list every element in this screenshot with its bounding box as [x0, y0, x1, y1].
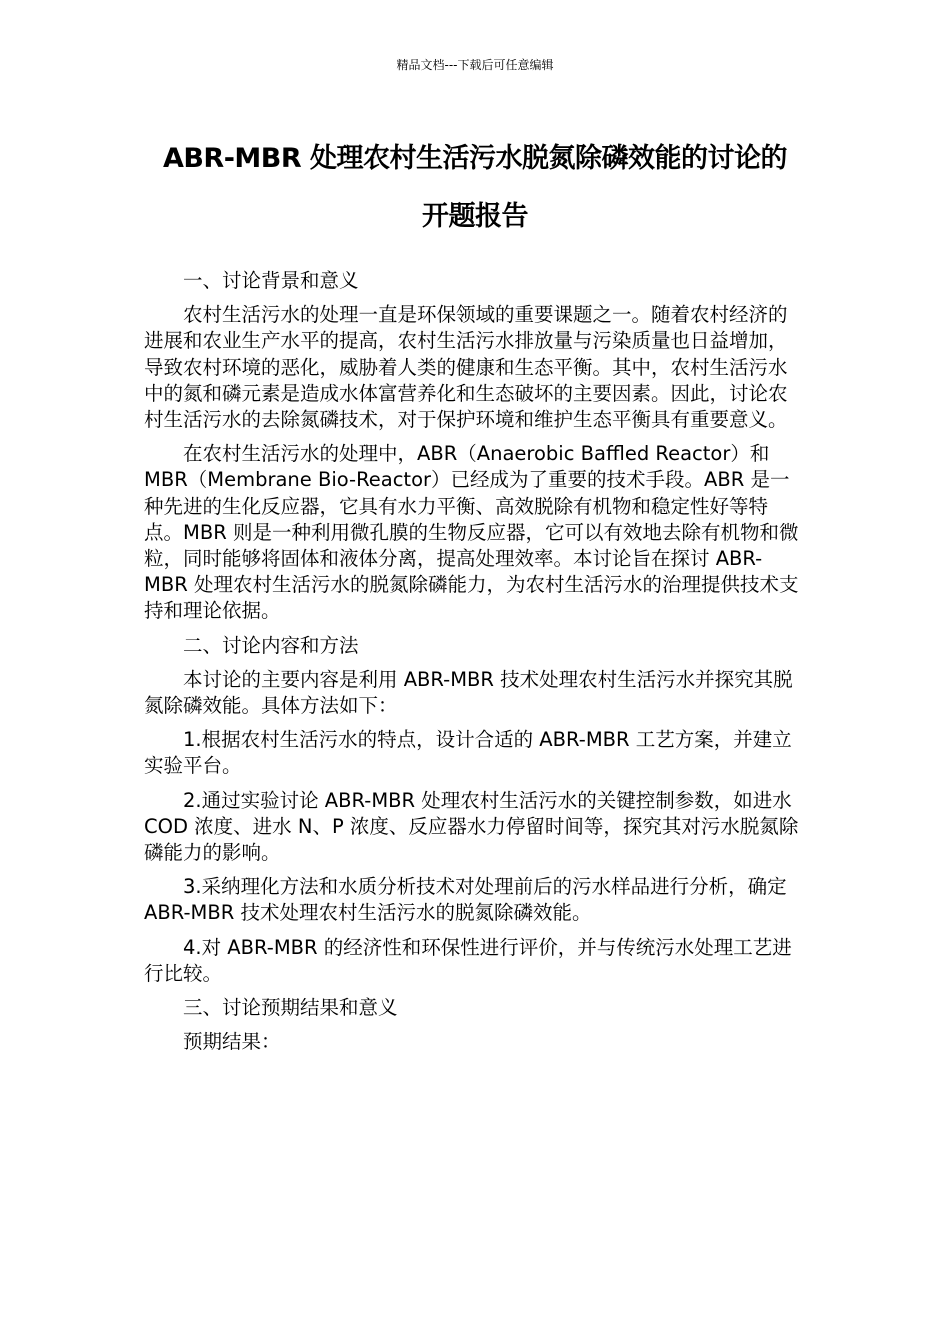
section-1-heading: 一、讨论背景和意义 — [183, 269, 359, 292]
title-line-1: ABR-MBR 处理农村生活污水脱氮除磷效能的讨论的 — [162, 143, 788, 174]
document-title — [120, 130, 830, 246]
header-note: 精品文档---下载后可任意编辑 — [396, 58, 554, 72]
section-1-paragraph-1: 农村生活污水的处理一直是环保领域的重要课题之一。随着农村经济的进展和农业生产水平的提高，农村生活污水排放量与污染质量也日益增加，导致农村环境的恶化，威胁着人类的健康和生态平衡。其中，农村生活污水中的氮和磷元素是造成水体富营养化和生态破坏的主要因素。因此，讨论农村生活污水的去除氮磷技术，对于保护环境和维护生态平衡具有重要意义。 — [144, 303, 788, 432]
section-2-paragraph-1: 本讨论的主要内容是利用 ABR-MBR 技术处理农村生活污水并探究其脱氮除磷效能。具体方法如下： — [144, 667, 793, 718]
section-2-item-1: 1.根据农村生活污水的特点，设计合适的 ABR-MBR 工艺方案，并建立实验平台。 — [144, 728, 792, 778]
section-2-item-4: 4.对 ABR-MBR 的经济性和环保性进行评价，并与传统污水处理工艺进行比较。 — [144, 935, 792, 985]
section-2-heading: 二、讨论内容和方法 — [183, 633, 359, 657]
section-2-item-3: 3.采纳理化方法和水质分析技术对处理前后的污水样品进行分析，确定 ABR-MBR 技术处理农村生活污水的脱氮除磷效能。 — [144, 875, 787, 925]
section-3-heading: 三、讨论预期结果和意义 — [183, 996, 398, 1020]
section-2-item-2: 2.通过实验讨论 ABR-MBR 处理农村生活污水的关键控制参数，如进水 COD 浓度、进水 N、P 浓度、反应器水力停留时间等，探究其对污水脱氮除磷能力的影响。 — [144, 788, 799, 865]
document-body — [144, 268, 800, 1063]
title-line-2: 开题报告 — [422, 201, 528, 232]
section-1-paragraph-2: 在农村生活污水的处理中，ABR（Anaerobic Baffled Reactor）和 MBR（Membrane Bio-Reactor）已经成为了重要的技术手段。ABR 是一种先进的生化反应器，它具有水力平衡、高效脱除有机物和稳定性好等特点。MBR 则是一种利用微孔膜的生物反应器，它可以有效地去除有机物和微粒，同时能够将固体和液体分离，提高处理效率。本讨论旨在探讨 ABR-MBR 处理农村生活污水的脱氮除磷能力，为农村生活污水的治理提供技术支持和理论依据。 — [144, 442, 799, 623]
section-3-subheading: 预期结果： — [183, 1030, 281, 1054]
